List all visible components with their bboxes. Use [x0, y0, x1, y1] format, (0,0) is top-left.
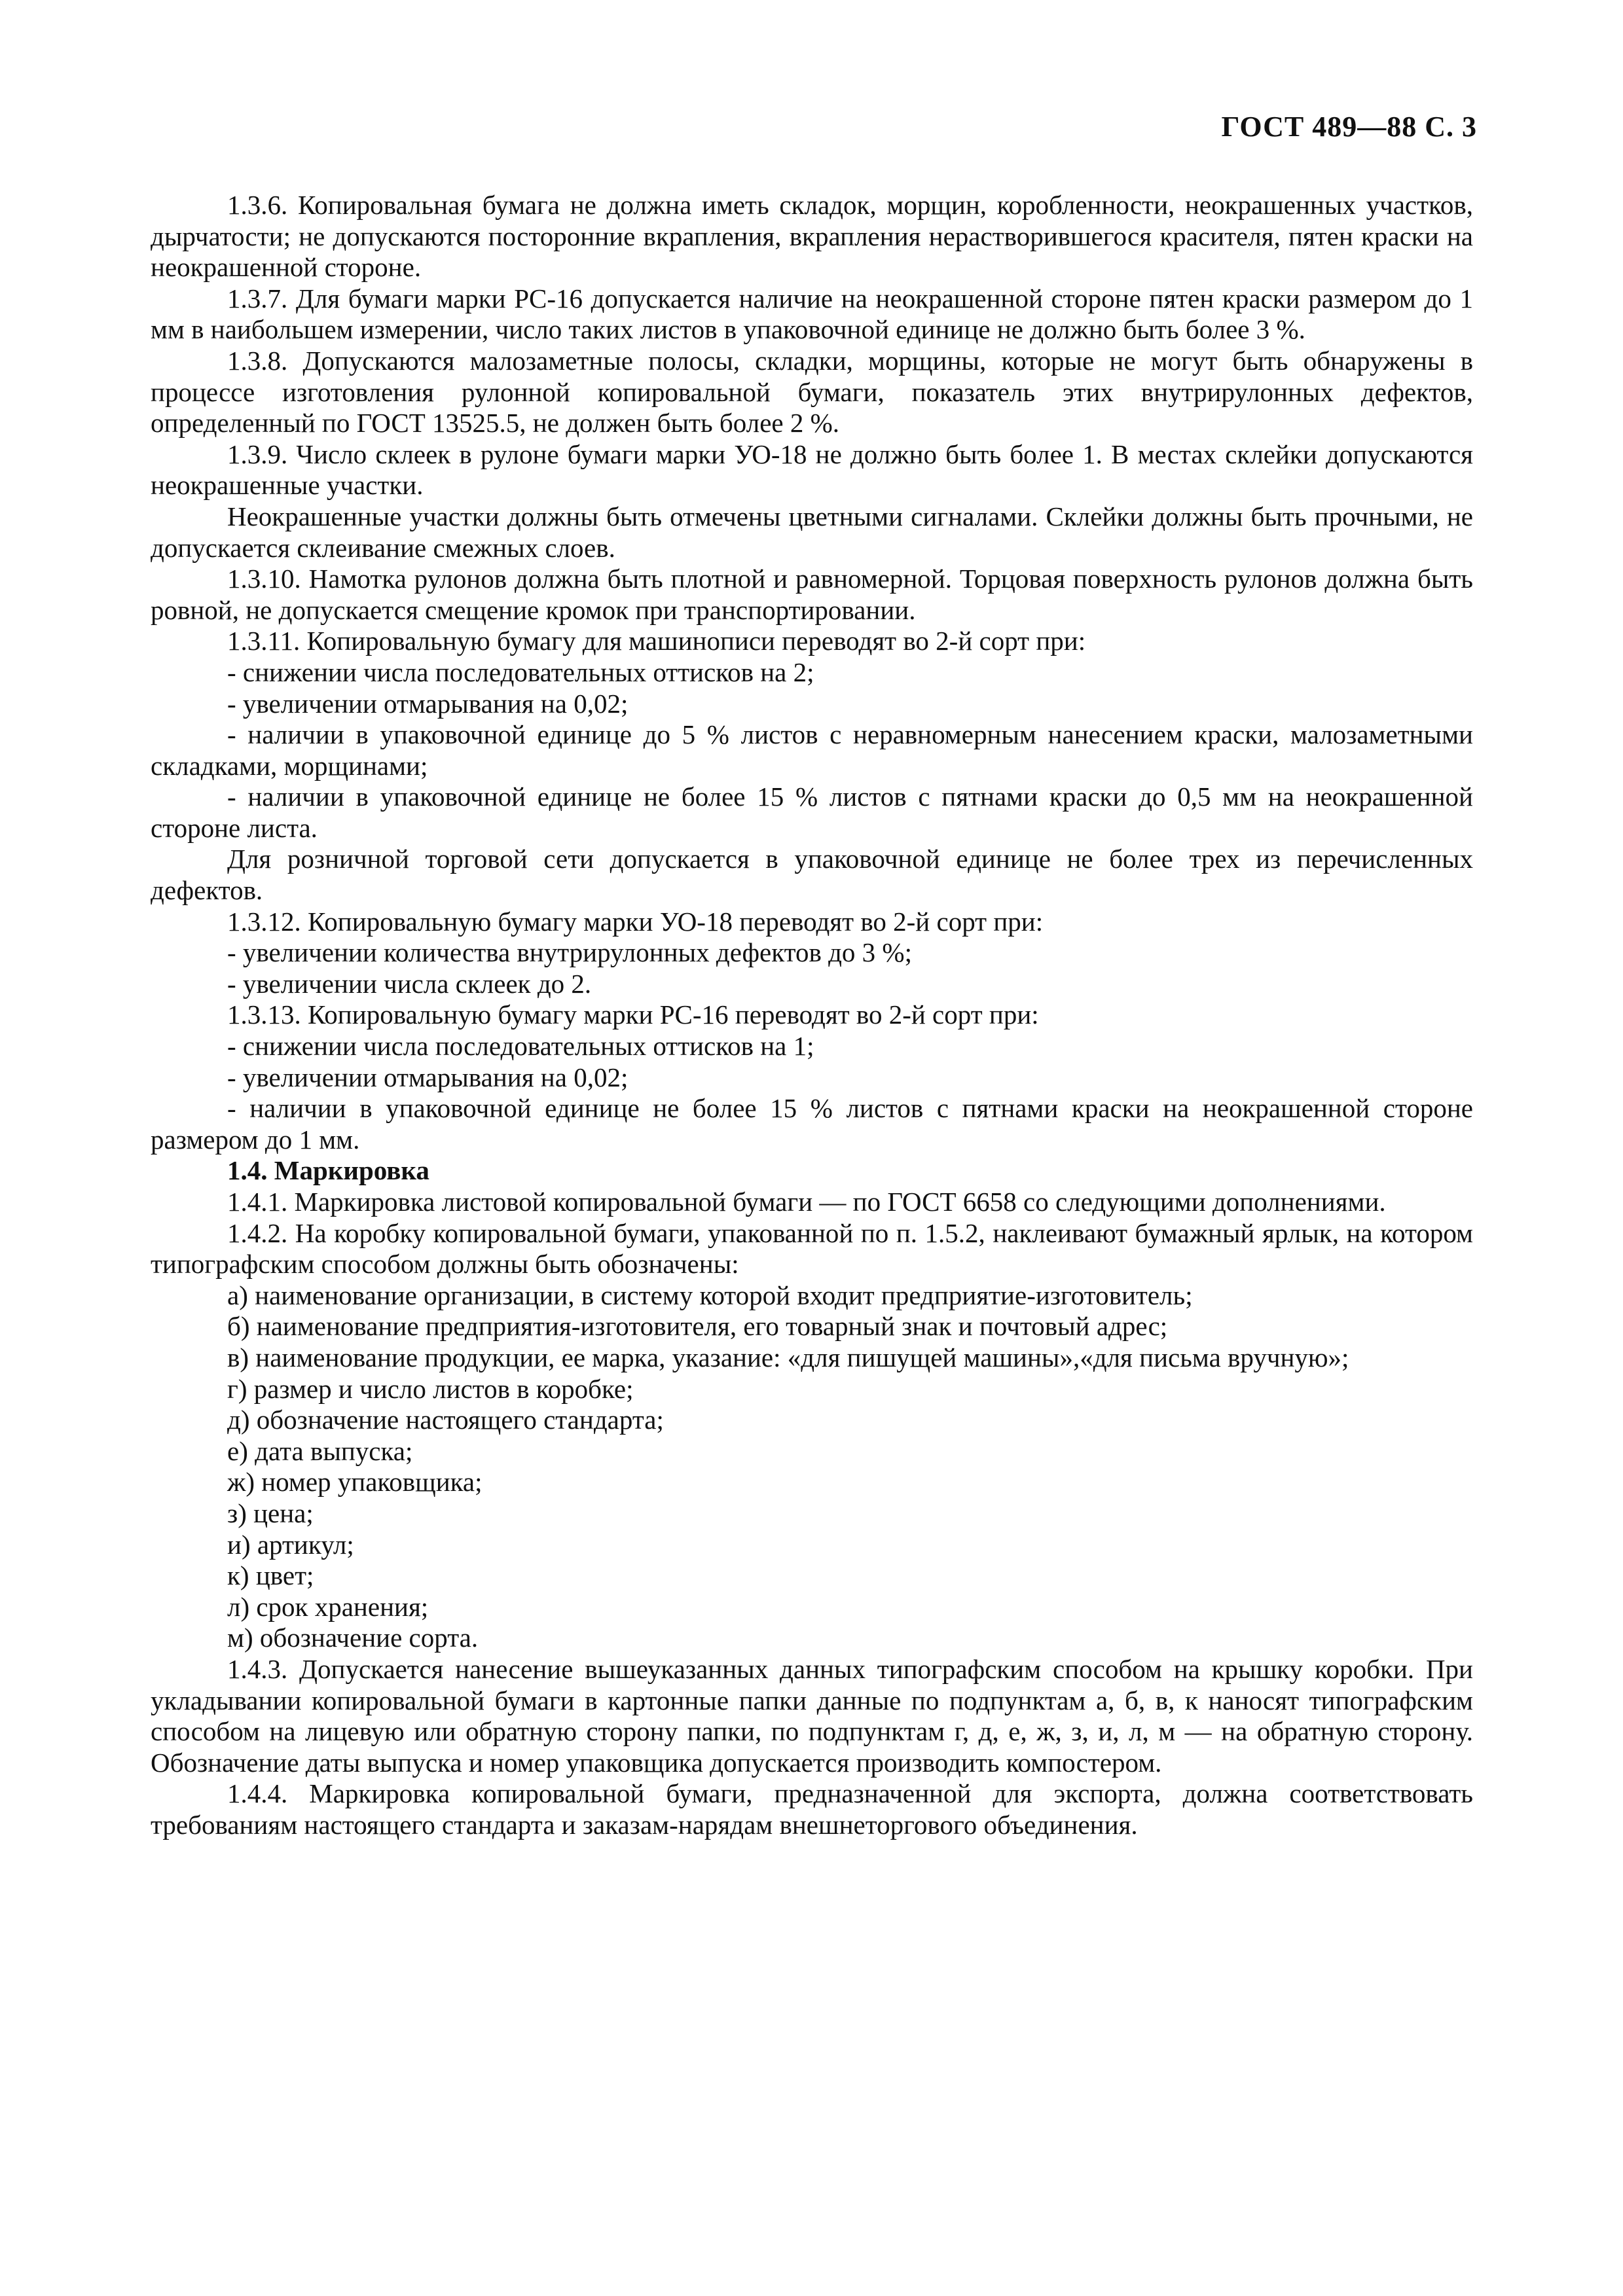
- list-item-1-4-2-z: з) цена;: [227, 1498, 314, 1528]
- list-item-1-4-2-d: д) обозначение настоящего стандарта;: [227, 1405, 664, 1435]
- list-item-1-3-11-a: - снижении числа последовательных оттисков на 2;: [227, 656, 814, 687]
- document-body: [151, 190, 1473, 1840]
- paragraph-1-3-13: 1.3.13. Копировальную бумагу марки PC-16 переводят во 2-й сорт при:: [227, 999, 1039, 1030]
- paragraph-1-4-4: 1.4.4. Маркировка копировальной бумаги, предназначенной для экспорта, должна соответствовать требованиям настоящего стандарта и заказам-нарядам внешнеторгового объединения.: [151, 1778, 1473, 1840]
- list-item-1-4-2-a: а) наименование организации, в систему которой входит предприятие-изготовитель;: [227, 1280, 1193, 1310]
- list-item-1-4-2-v: в) наименование продукции, ее марка, указание: «для пишущей машины»,«для письма вручную»;: [227, 1342, 1349, 1372]
- list-item-1-3-13-b: - увеличении отмарывания на 0,02;: [227, 1062, 629, 1092]
- list-item-1-3-13-c: - наличии в упаковочной единице не более 15 % листов с пятнами краски на неокрашенной стороне размером до 1 мм.: [151, 1093, 1473, 1155]
- list-item-1-3-12-b: - увеличении числа склеек до 2.: [227, 968, 592, 999]
- list-item-1-4-2-g: г) размер и число листов в коробке;: [227, 1373, 634, 1404]
- list-item-1-3-11-b: - увеличении отмарывания на 0,02;: [227, 688, 629, 719]
- paragraph-1-4-3: 1.4.3. Допускается нанесение вышеуказанных данных типографским способом на крышку коробки. При укладывании копировальной бумаги в картонные папки данные по подпунктам а, б, в, к наносят типографским способом на лицевую или обратную сторону папки, по подпунктам г, д, е, ж, з, и, л, м — на обратную сторону. Обозначение даты выпуска и номер упаковщика допускается производить компостером.: [151, 1653, 1473, 1778]
- paragraph-1-3-8: 1.3.8. Допускаются малозаметные полосы, складки, морщины, которые не могут быть обнаружены в процессе изготовления рулонной копировальной бумаги, показатель этих внутрирулонных дефектов, определенный по ГОСТ 13525.5, не должен быть более 2 %.: [151, 345, 1473, 439]
- paragraph-1-3-12: 1.3.12. Копировальную бумагу марки УО-18 переводят во 2-й сорт при:: [227, 906, 1044, 937]
- list-item-1-4-2-e: е) дата выпуска;: [227, 1435, 413, 1466]
- list-item-1-3-11-d: - наличии в упаковочной единице не более 15 % листов с пятнами краски до 0,5 мм на неокрашенной стороне листа.: [151, 781, 1473, 843]
- paragraph-1-3-10: 1.3.10. Намотка рулонов должна быть плотной и равномерной. Торцовая поверхность рулонов должна быть ровной, не допускается смещение кромок при транспортировании.: [151, 564, 1473, 625]
- list-item-1-4-2-zh: ж) номер упаковщика;: [227, 1467, 483, 1498]
- list-item-1-3-12-a: - увеличении количества внутрирулонных дефектов до 3 %;: [227, 937, 912, 968]
- paragraph-1-3-9-continued: Неокрашенные участки должны быть отмечены цветными сигналами. Склейки должны быть прочными, не допускается склеивание смежных слоев.: [151, 501, 1473, 563]
- paragraph-1-3-7: 1.3.7. Для бумаги марки PC-16 допускается наличие на неокрашенной стороне пятен краски размером до 1 мм в наибольшем измерении, число таких листов в упаковочной единице не должно быть более 3 %.: [151, 283, 1473, 345]
- section-title-1-4: 1.4. Маркировка: [227, 1155, 429, 1186]
- paragraph-1-4-1: 1.4.1. Маркировка листовой копировальной бумаги — по ГОСТ 6658 со следующими дополнениями.: [227, 1187, 1386, 1217]
- list-item-1-4-2-i: и) артикул;: [227, 1529, 354, 1560]
- list-item-1-3-11-c: - наличии в упаковочной единице до 5 % листов с неравномерным нанесением краски, малозаметными складками, морщинами;: [151, 719, 1473, 781]
- list-item-1-4-2-l: л) срок хранения;: [227, 1591, 429, 1622]
- paragraph-1-4-2: 1.4.2. На коробку копировальной бумаги, упакованной по п. 1.5.2, наклеивают бумажный ярлык, на котором типографским способом должны быть обозначены:: [151, 1217, 1473, 1280]
- list-item-1-4-2-m: м) обозначение сорта.: [227, 1623, 479, 1653]
- list-item-1-4-2-b: б) наименование предприятия-изготовителя, его товарный знак и почтовый адрес;: [227, 1311, 1168, 1342]
- paragraph-1-3-11: 1.3.11. Копировальную бумагу для машинописи переводят во 2-й сорт при:: [227, 626, 1086, 656]
- list-item-1-3-13-a: - снижении числа последовательных оттисков на 1;: [227, 1031, 814, 1062]
- paragraph-1-3-11-continued: Для розничной торговой сети допускается в упаковочной единице не более трех из перечисленных дефектов.: [151, 844, 1473, 906]
- list-item-1-4-2-k: к) цвет;: [227, 1560, 314, 1591]
- paragraph-1-3-9: 1.3.9. Число склеек в рулоне бумаги марки УО-18 не должно быть более 1. В местах склейки допускаются неокрашенные участки.: [151, 439, 1473, 501]
- paragraph-1-3-6: 1.3.6. Копировальная бумага не должна иметь складок, морщин, коробленности, неокрашенных участков, дырчатости; не допускаются посторонние вкрапления, вкрапления нерастворившегося красителя, пятен краски на неокрашенной стороне.: [151, 190, 1473, 283]
- page-header: ГОСТ 489—88 С. 3: [1221, 111, 1477, 143]
